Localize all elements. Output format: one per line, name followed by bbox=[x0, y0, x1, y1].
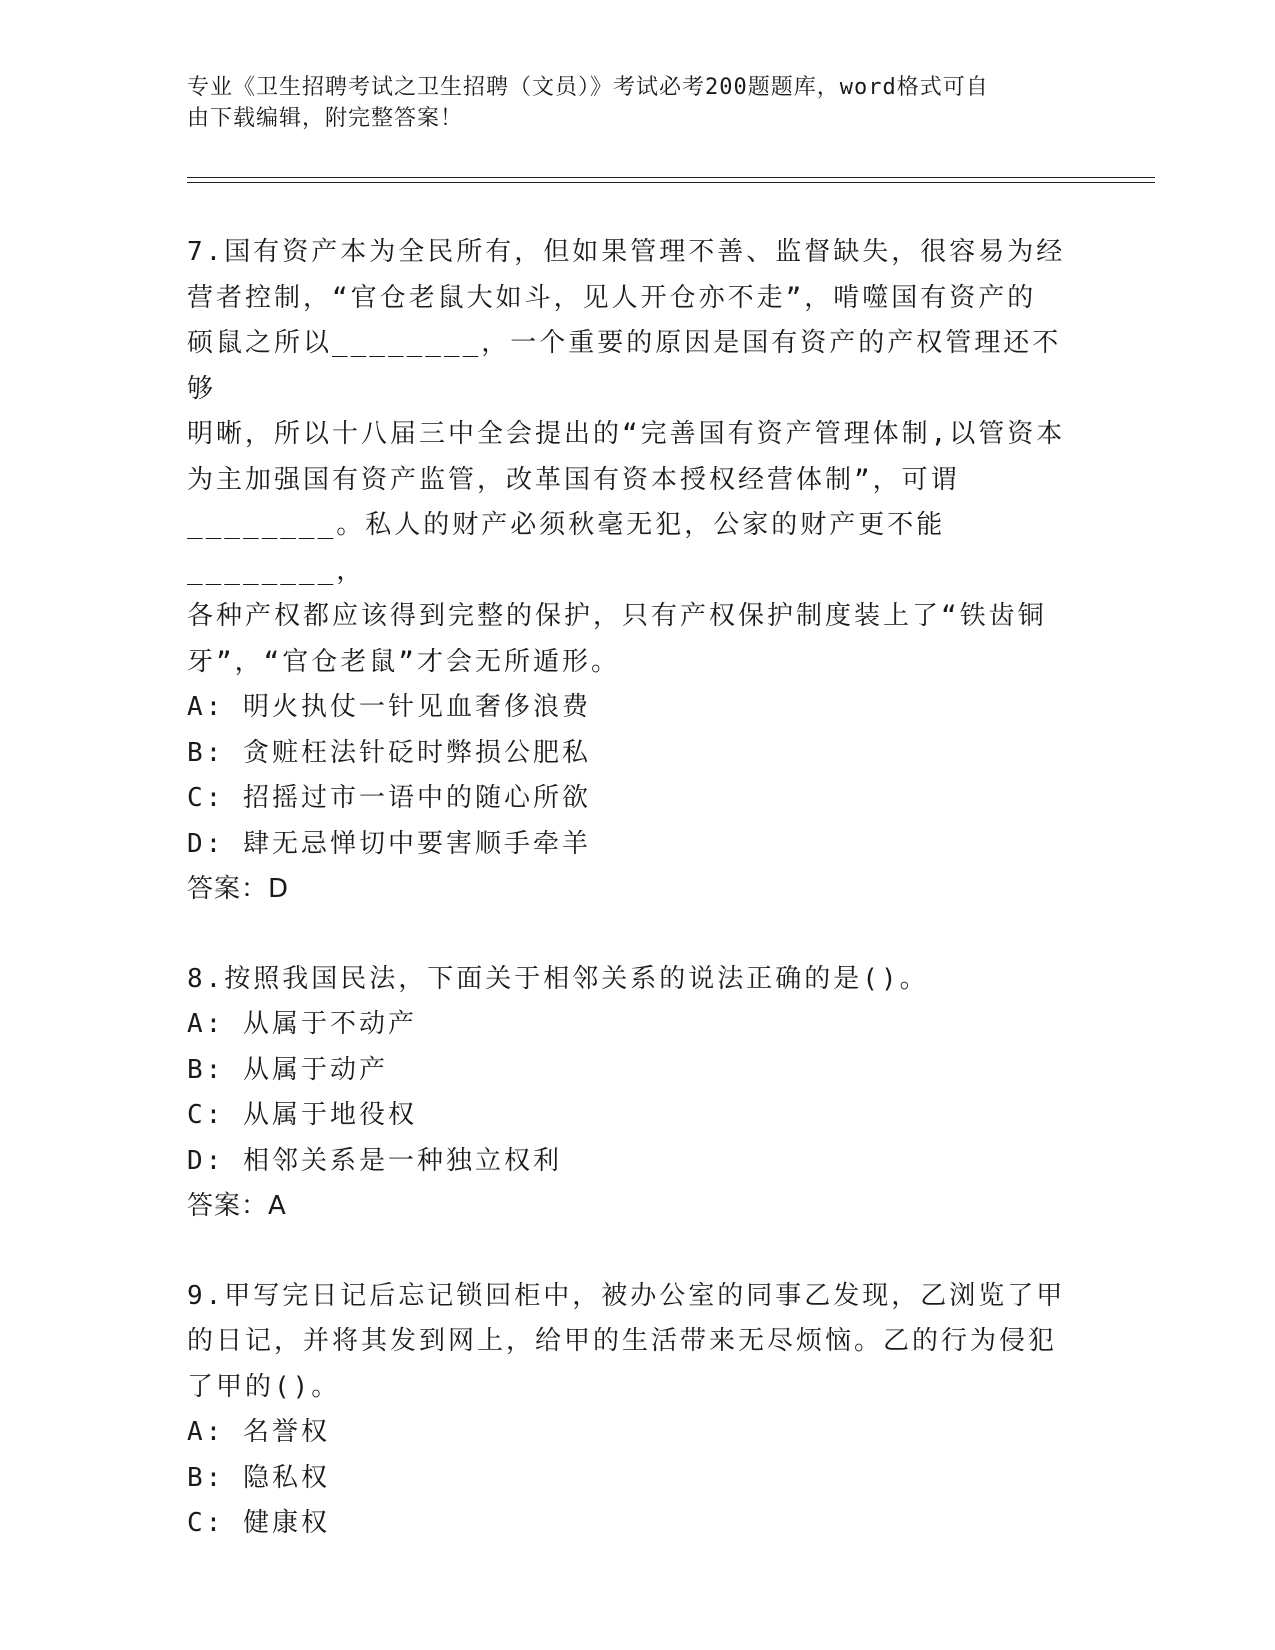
question-line: 了甲的()。 bbox=[187, 1371, 341, 1402]
question-line: 各种产权都应该得到完整的保护，只有产权保护制度装上了“铁齿铜 bbox=[187, 601, 1047, 631]
question-line: 7.国有资产本为全民所有，但如果管理不善、监督缺失，很容易为经 bbox=[187, 237, 1066, 267]
question-line: 9.甲写完日记后忘记锁回柜中，被办公室的同事乙发现，乙浏览了甲 bbox=[187, 1280, 1066, 1311]
question-line: 硕鼠之所以________，一个重要的原因是国有资产的产权管理还不够 bbox=[187, 328, 1062, 404]
option-key: C: bbox=[187, 1508, 225, 1538]
option-text: 名誉权 bbox=[242, 1417, 330, 1447]
option-text: 从属于不动产 bbox=[242, 1009, 417, 1039]
header-line-2: 由下载编辑，附完整答案！ bbox=[187, 106, 464, 131]
option-text: 健康权 bbox=[242, 1508, 330, 1538]
header-divider-bottom bbox=[187, 182, 1155, 183]
option-key: D: bbox=[187, 1145, 225, 1176]
answer-line: 答案：A bbox=[187, 1191, 287, 1221]
question-line: 营者控制，“官仓老鼠大如斗，见人开仓亦不走”，啃噬国有资产的 bbox=[187, 282, 1037, 313]
question-spacer bbox=[187, 1230, 1087, 1274]
option-b bbox=[187, 731, 1087, 777]
question-line: 牙”，“官仓老鼠”才会无所遁形。 bbox=[187, 646, 620, 677]
question-line: 明晰，所以十八届三中全会提出的“完善国有资产管理体制,以管资本 bbox=[187, 419, 1066, 449]
option-key: A: bbox=[187, 692, 225, 722]
option-key: D: bbox=[187, 828, 225, 859]
option-d bbox=[187, 1139, 1087, 1185]
option-key: C: bbox=[187, 1100, 225, 1130]
option-text: 从属于动产 bbox=[242, 1054, 388, 1085]
question-8 bbox=[187, 957, 1087, 1230]
option-c bbox=[187, 1501, 1087, 1547]
option-text: 从属于地役权 bbox=[242, 1100, 417, 1130]
option-text: 明火执仗一针见血奢侈浪费 bbox=[242, 692, 591, 722]
question-line: 的日记，并将其发到网上，给甲的生活带来无尽烦恼。乙的行为侵犯 bbox=[187, 1326, 1058, 1356]
option-key: A: bbox=[187, 1009, 225, 1039]
option-a bbox=[187, 685, 1087, 731]
answer-line: 答案：D bbox=[187, 874, 290, 904]
option-text: 相邻关系是一种独立权利 bbox=[242, 1145, 562, 1176]
option-key: B: bbox=[187, 737, 225, 768]
option-text: 隐私权 bbox=[242, 1462, 330, 1493]
option-key: C: bbox=[187, 783, 225, 813]
question-text bbox=[187, 957, 1087, 1003]
question-line: 8.按照我国民法，下面关于相邻关系的说法正确的是()。 bbox=[187, 963, 929, 994]
option-b bbox=[187, 1456, 1087, 1502]
option-d bbox=[187, 822, 1087, 868]
question-text bbox=[187, 1274, 1087, 1411]
question-7 bbox=[187, 230, 1087, 913]
question-list bbox=[187, 230, 1087, 1547]
option-c bbox=[187, 776, 1087, 822]
option-text: 肆无忌惮切中要害顺手牵羊 bbox=[242, 828, 591, 859]
option-text: 招摇过市一语中的随心所欲 bbox=[242, 783, 591, 813]
option-c bbox=[187, 1093, 1087, 1139]
option-a bbox=[187, 1410, 1087, 1456]
option-a bbox=[187, 1002, 1087, 1048]
header-line-1: 专业《卫生招聘考试之卫生招聘（文员）》考试必考200题题库，word格式可自 bbox=[187, 75, 989, 100]
header-divider-top bbox=[187, 177, 1155, 178]
option-b bbox=[187, 1048, 1087, 1094]
question-line: 为主加强国有资产监管，改革国有资本授权经营体制”，可谓 bbox=[187, 464, 960, 495]
question-9 bbox=[187, 1274, 1087, 1547]
option-key: A: bbox=[187, 1417, 225, 1447]
option-key: B: bbox=[187, 1462, 225, 1493]
question-spacer bbox=[187, 913, 1087, 957]
document-header bbox=[187, 72, 1067, 134]
question-text bbox=[187, 230, 1087, 685]
question-line: ________。私人的财产必须秋毫无犯，公家的财产更不能________， bbox=[187, 510, 946, 586]
option-key: B: bbox=[187, 1054, 225, 1085]
option-text: 贪赃枉法针砭时弊损公肥私 bbox=[242, 737, 591, 768]
